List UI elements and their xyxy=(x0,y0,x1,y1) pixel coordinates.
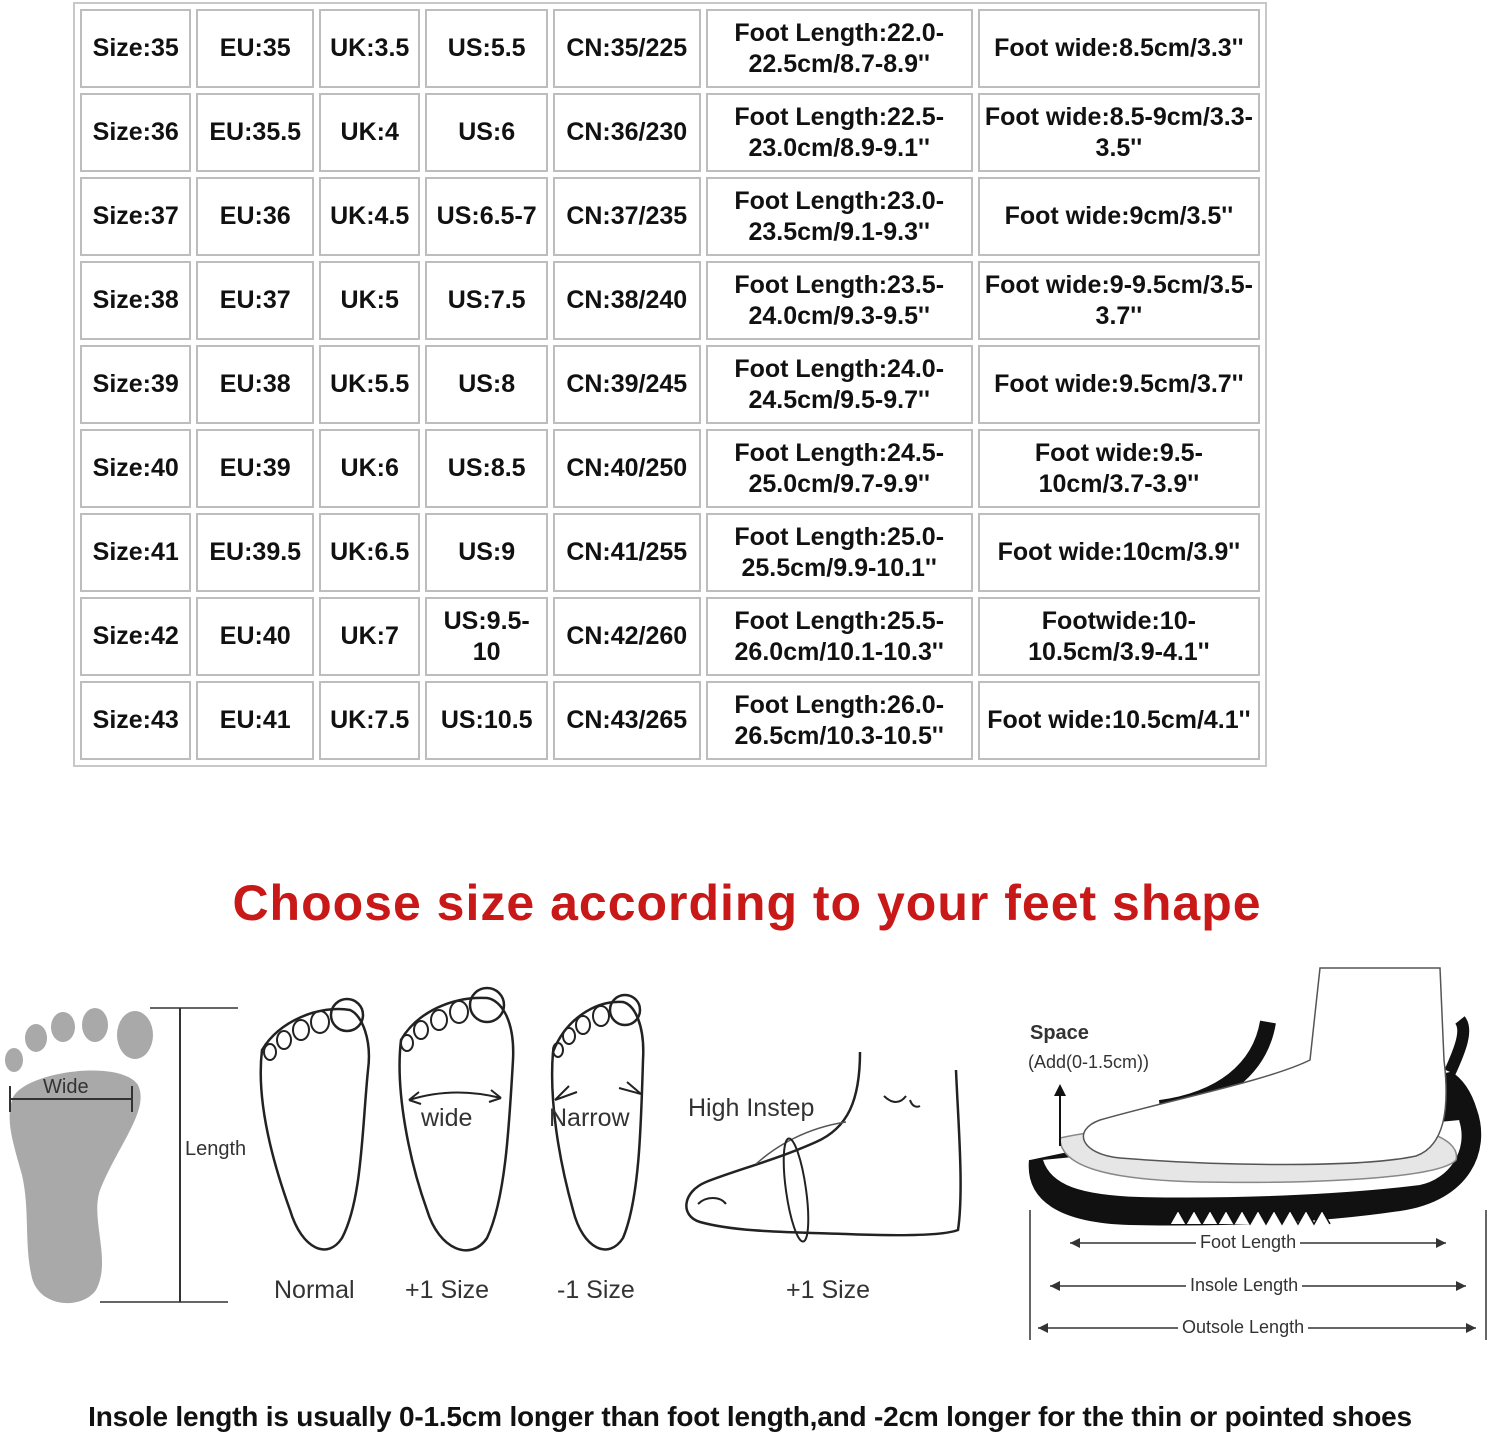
cell-size: Size:39 xyxy=(80,345,191,424)
cell-foot-wide: Foot wide:9cm/3.5'' xyxy=(978,177,1260,256)
cell-size: Size:43 xyxy=(80,681,191,760)
cell-eu: EU:35 xyxy=(196,9,314,88)
foot-length-label: Foot Length xyxy=(1196,1232,1300,1253)
cell-us: US:6.5-7 xyxy=(425,177,548,256)
cell-foot-wide: Footwide:10-10.5cm/3.9-4.1'' xyxy=(978,597,1260,676)
cell-size: Size:38 xyxy=(80,261,191,340)
cell-foot-wide: Foot wide:8.5-9cm/3.3-3.5'' xyxy=(978,93,1260,172)
wide-foot-diagram xyxy=(393,960,533,1320)
table-row xyxy=(80,513,1260,592)
wide-label: Wide xyxy=(43,1076,89,1098)
cell-foot-wide: Foot wide:9-9.5cm/3.5-3.7'' xyxy=(978,261,1260,340)
cell-foot-length: Foot Length:23.5-24.0cm/9.3-9.5'' xyxy=(706,261,973,340)
cell-uk: UK:5.5 xyxy=(319,345,420,424)
cell-uk: UK:6 xyxy=(319,429,420,508)
cell-foot-wide: Foot wide:10.5cm/4.1'' xyxy=(978,681,1260,760)
cell-size: Size:36 xyxy=(80,93,191,172)
cell-us: US:6 xyxy=(425,93,548,172)
narrow-foot-caption: -1 Size xyxy=(557,1276,635,1304)
cell-foot-length: Foot Length:23.0-23.5cm/9.1-9.3'' xyxy=(706,177,973,256)
length-label: Length xyxy=(185,1138,247,1160)
cell-eu: EU:38 xyxy=(196,345,314,424)
table-row xyxy=(80,261,1260,340)
cell-eu: EU:41 xyxy=(196,681,314,760)
wide-foot-caption: +1 Size xyxy=(405,1276,490,1304)
cell-cn: CN:35/225 xyxy=(553,9,701,88)
outsole-length-label: Outsole Length xyxy=(1178,1317,1308,1338)
normal-caption: Normal xyxy=(274,1276,355,1304)
cell-size: Size:37 xyxy=(80,177,191,256)
space-label: Space xyxy=(1030,1022,1089,1044)
high-instep-caption: +1 Size xyxy=(786,1276,871,1304)
cell-eu: EU:40 xyxy=(196,597,314,676)
cell-cn: CN:37/235 xyxy=(553,177,701,256)
cell-foot-wide: Foot wide:9.5cm/3.7'' xyxy=(978,345,1260,424)
cell-us: US:5.5 xyxy=(425,9,548,88)
cell-eu: EU:37 xyxy=(196,261,314,340)
cell-size: Size:42 xyxy=(80,597,191,676)
cell-cn: CN:38/240 xyxy=(553,261,701,340)
wide-foot-label: wide xyxy=(421,1104,473,1132)
cell-cn: CN:43/265 xyxy=(553,681,701,760)
cell-foot-wide: Foot wide:8.5cm/3.3'' xyxy=(978,9,1260,88)
high-instep-label: High Instep xyxy=(688,1094,815,1122)
cell-us: US:8 xyxy=(425,345,548,424)
cell-foot-length: Foot Length:25.0-25.5cm/9.9-10.1'' xyxy=(706,513,973,592)
normal-foot-icon xyxy=(250,960,390,1260)
size-chart-table xyxy=(73,2,1267,767)
table-row xyxy=(80,93,1260,172)
normal-foot-diagram xyxy=(250,960,390,1320)
cell-eu: EU:35.5 xyxy=(196,93,314,172)
table-row xyxy=(80,345,1260,424)
space-note: (Add(0-1.5cm)) xyxy=(1028,1052,1150,1072)
table-row xyxy=(80,9,1260,88)
cell-uk: UK:7 xyxy=(319,597,420,676)
footer-note: Insole length is usually 0-1.5cm longer than foot length,and -2cm longer for the thin or pointed shoes xyxy=(88,1401,1412,1432)
table-row xyxy=(80,177,1260,256)
cell-uk: UK:4.5 xyxy=(319,177,420,256)
cell-uk: UK:6.5 xyxy=(319,513,420,592)
cell-uk: UK:7.5 xyxy=(319,681,420,760)
cell-cn: CN:36/230 xyxy=(553,93,701,172)
cell-foot-length: Foot Length:24.0-24.5cm/9.5-9.7'' xyxy=(706,345,973,424)
narrow-foot-label: Narrow xyxy=(549,1104,630,1132)
cell-cn: CN:39/245 xyxy=(553,345,701,424)
cell-eu: EU:36 xyxy=(196,177,314,256)
cell-size: Size:35 xyxy=(80,9,191,88)
cell-uk: UK:5 xyxy=(319,261,420,340)
cell-eu: EU:39.5 xyxy=(196,513,314,592)
insole-length-label: Insole Length xyxy=(1186,1275,1302,1296)
cell-us: US:10.5 xyxy=(425,681,548,760)
cell-cn: CN:41/255 xyxy=(553,513,701,592)
high-instep-diagram xyxy=(676,960,976,1320)
cell-uk: UK:3.5 xyxy=(319,9,420,88)
cell-foot-length: Foot Length:25.5-26.0cm/10.1-10.3'' xyxy=(706,597,973,676)
cell-us: US:9.5-10 xyxy=(425,597,548,676)
cell-foot-wide: Foot wide:10cm/3.9'' xyxy=(978,513,1260,592)
cell-foot-length: Foot Length:26.0-26.5cm/10.3-10.5'' xyxy=(706,681,973,760)
cell-size: Size:41 xyxy=(80,513,191,592)
cell-eu: EU:39 xyxy=(196,429,314,508)
table-row xyxy=(80,429,1260,508)
cell-foot-length: Foot Length:22.5-23.0cm/8.9-9.1'' xyxy=(706,93,973,172)
cell-cn: CN:42/260 xyxy=(553,597,701,676)
headline: Choose size according to your feet shape xyxy=(232,875,1262,931)
cell-uk: UK:4 xyxy=(319,93,420,172)
cell-size: Size:40 xyxy=(80,429,191,508)
size-chart-body xyxy=(80,9,1260,760)
cell-us: US:9 xyxy=(425,513,548,592)
cell-foot-length: Foot Length:24.5-25.0cm/9.7-9.9'' xyxy=(706,429,973,508)
shoe-measure-diagram xyxy=(1020,960,1500,1360)
cell-foot-length: Foot Length:22.0-22.5cm/8.7-8.9'' xyxy=(706,9,973,88)
cell-cn: CN:40/250 xyxy=(553,429,701,508)
table-row xyxy=(80,681,1260,760)
table-row xyxy=(80,597,1260,676)
narrow-foot-diagram xyxy=(545,960,665,1320)
cell-foot-wide: Foot wide:9.5-10cm/3.7-3.9'' xyxy=(978,429,1260,508)
cell-us: US:8.5 xyxy=(425,429,548,508)
shoe-cross-section-icon xyxy=(1020,960,1500,1360)
cell-us: US:7.5 xyxy=(425,261,548,340)
footprint-diagram xyxy=(0,960,260,1320)
